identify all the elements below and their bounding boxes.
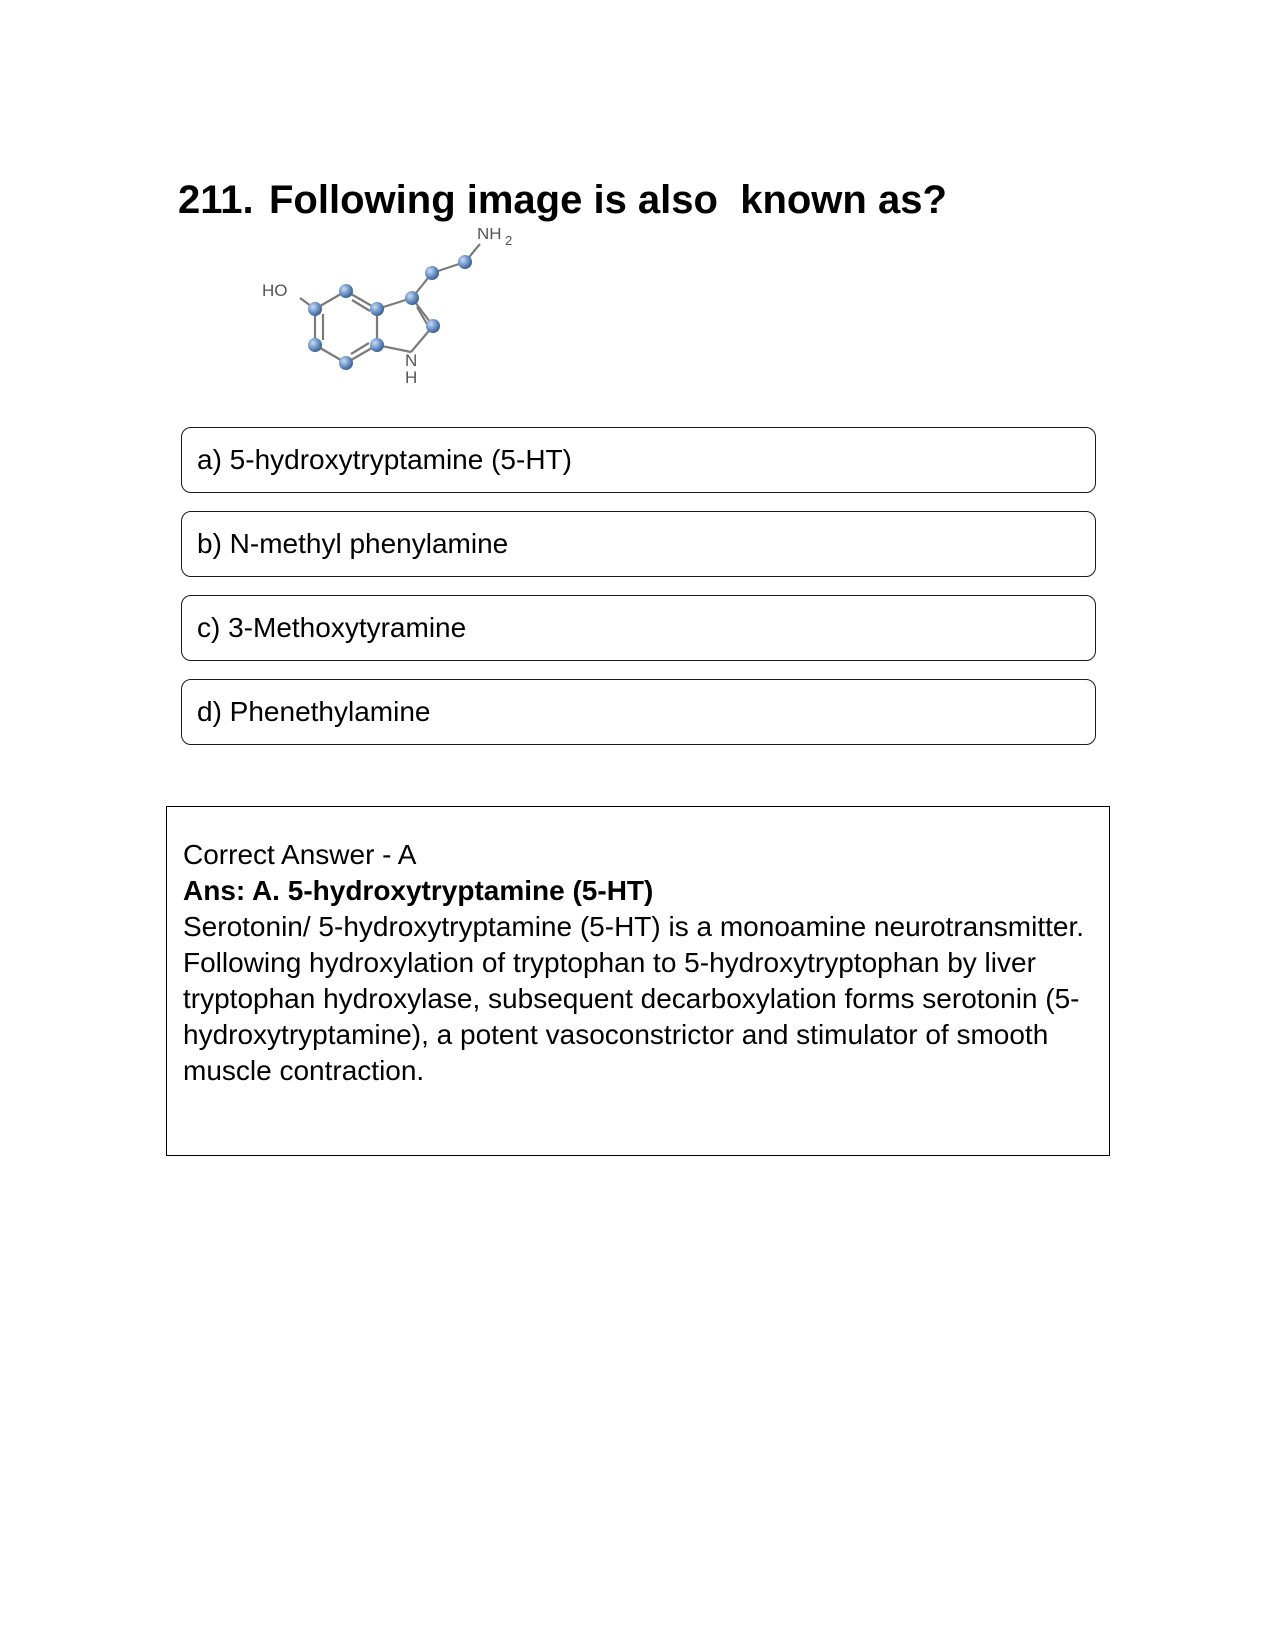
molecule-atoms — [308, 255, 472, 370]
option-d[interactable]: d) Phenethylamine — [181, 679, 1096, 745]
option-a[interactable]: a) 5-hydroxytryptamine (5-HT) — [181, 427, 1096, 493]
option-b[interactable]: b) N-methyl phenylamine — [181, 511, 1096, 577]
question-text: Following image is also known as? — [269, 178, 947, 222]
ring-hydrogen-label: H — [405, 368, 418, 387]
serotonin-structure-image — [255, 228, 555, 408]
molecule-bonds — [300, 244, 480, 363]
hydroxyl-label: HO — [262, 281, 288, 300]
option-c[interactable]: c) 3-Methoxytyramine — [181, 595, 1096, 661]
amine-subscript: 2 — [505, 233, 513, 248]
amine-label: NH — [477, 228, 502, 243]
answer-explanation-box — [166, 806, 1110, 1156]
explanation-paragraph-2: Following hydroxylation of tryptophan to 5-hydroxytryptophan by liver tryptophan hydroxylase, subsequent decarboxylation forms serotonin (5-hydroxytryptamine), a potent vasoconstrictor and stimulator of smooth muscle contraction. — [183, 947, 1080, 1086]
question-title — [178, 178, 947, 223]
ring-nitrogen-label: N — [405, 351, 418, 370]
explanation-paragraph-1: Serotonin/ 5-hydroxytryptamine (5-HT) is a monoamine neurotransmitter. — [183, 911, 1085, 942]
answer-heading: Ans: A. 5-hydroxytryptamine (5-HT) — [183, 875, 654, 906]
correct-answer-line: Correct Answer - A — [183, 839, 417, 870]
question-number: 211. — [178, 178, 254, 222]
